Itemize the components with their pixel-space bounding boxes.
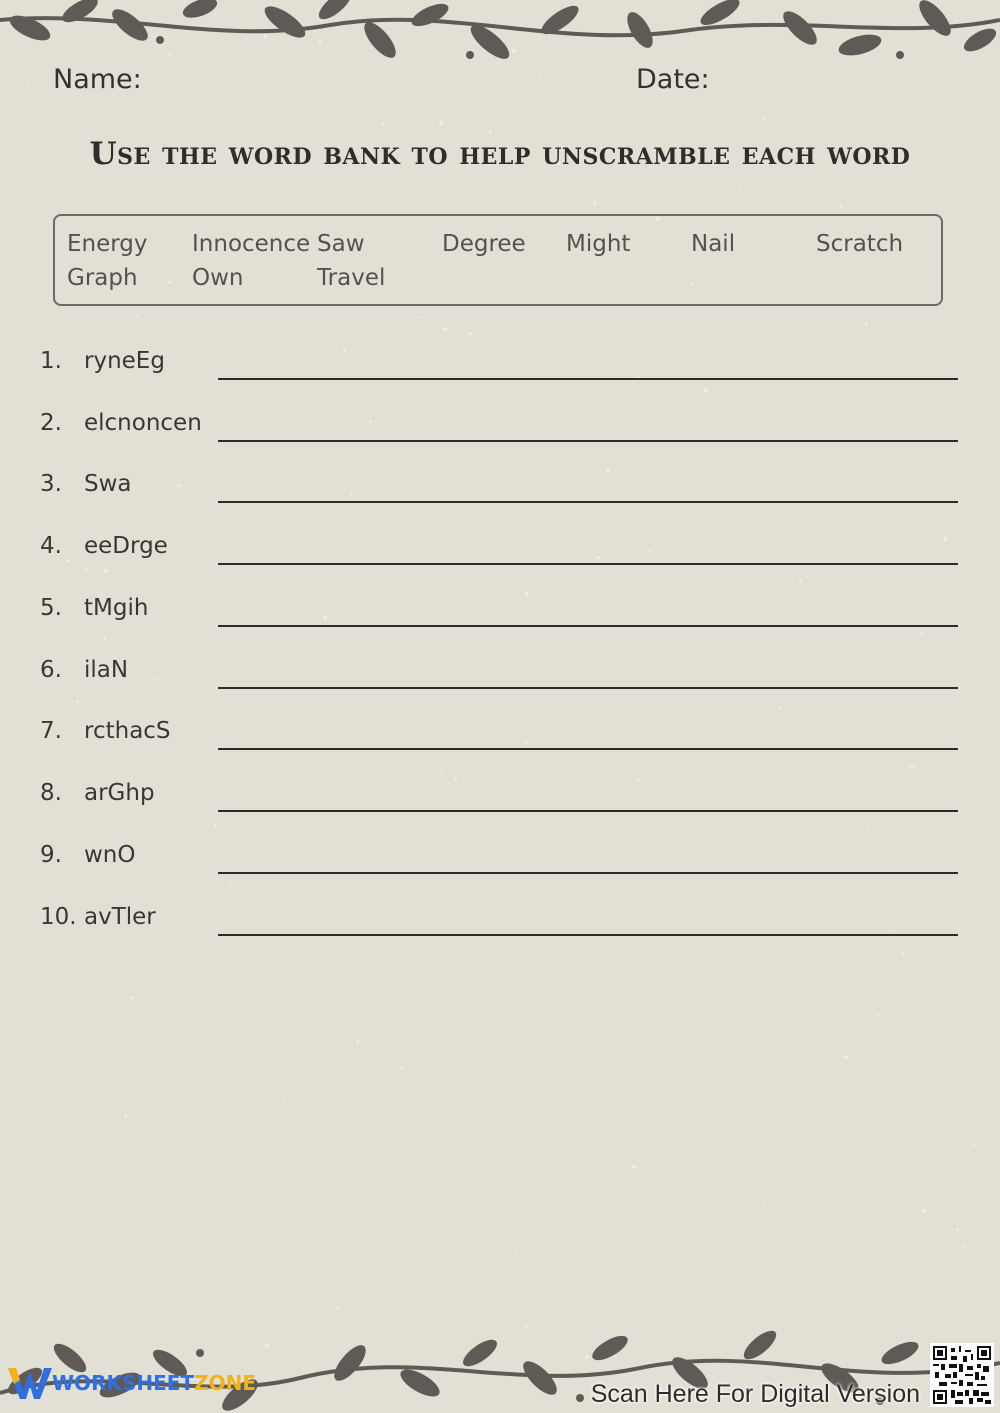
paper-speck (388, 1161, 389, 1162)
paper-speck (920, 632, 923, 635)
scrambled-word: tMgih (84, 595, 149, 621)
paper-speck (612, 88, 614, 90)
paper-speck (3, 1182, 5, 1184)
paper-speck (400, 1066, 403, 1069)
paper-speck (146, 462, 147, 463)
name-label: Name: (53, 64, 142, 95)
paper-speck (439, 121, 443, 125)
paper-speck (376, 1296, 377, 1297)
paper-speck (725, 1196, 726, 1197)
paper-speck (844, 1055, 848, 1059)
paper-speck (231, 1029, 233, 1031)
question-number: 6. (40, 657, 62, 683)
paper-speck (476, 583, 477, 584)
paper-speck (76, 700, 79, 703)
question-number: 5. (40, 595, 62, 621)
paper-speck (295, 1111, 297, 1113)
paper-speck (534, 392, 535, 393)
word-bank-item: Degree (442, 231, 526, 257)
paper-speck (922, 335, 923, 336)
paper-speck (255, 698, 256, 699)
answer-line[interactable] (218, 501, 958, 503)
paper-speck (443, 327, 447, 331)
paper-speck (375, 759, 377, 761)
question-number: 7. (40, 718, 62, 744)
question-row (40, 406, 960, 446)
worksheet-title: Use the word bank to help unscramble each word (89, 136, 911, 172)
question-number: 9. (40, 842, 62, 868)
paper-speck (922, 1209, 926, 1213)
paper-speck (214, 824, 217, 827)
paper-speck (103, 637, 106, 640)
paper-speck (356, 1040, 359, 1043)
scrambled-word: ryneEg (84, 348, 165, 374)
paper-speck (351, 115, 352, 116)
paper-speck (27, 85, 29, 87)
paper-speck (538, 74, 541, 77)
paper-speck (229, 882, 231, 884)
word-bank-item: Own (192, 265, 244, 291)
paper-speck (382, 122, 385, 125)
paper-speck (311, 1148, 313, 1150)
paper-speck (865, 323, 868, 326)
question-row (40, 591, 960, 631)
paper-speck (799, 579, 803, 583)
worksheet-zone-logo[interactable] (8, 1365, 256, 1401)
paper-speck (131, 996, 134, 999)
question-number: 3. (40, 471, 62, 497)
paper-speck (77, 1238, 79, 1240)
question-row (40, 714, 960, 754)
paper-speck (441, 711, 443, 713)
paper-speck (762, 117, 765, 120)
paper-speck (250, 1098, 252, 1100)
scrambled-word: rcthacS (84, 718, 171, 744)
answer-line[interactable] (218, 687, 958, 689)
paper-speck (779, 706, 782, 709)
paper-speck (874, 828, 875, 829)
question-number: 2. (40, 410, 62, 436)
qr-code-icon (933, 1346, 991, 1404)
word-bank-item: Might (566, 231, 631, 257)
word-bank-item: Graph (67, 265, 138, 291)
word-bank-item: Innocence (192, 231, 311, 257)
paper-speck (437, 1178, 439, 1180)
paper-speck (704, 980, 705, 981)
question-number: 10. (40, 904, 77, 930)
top-vine-decoration (0, 0, 1000, 70)
scrambled-word: ilaN (84, 657, 129, 683)
paper-speck (839, 205, 842, 208)
paper-speck (124, 1114, 126, 1116)
paper-speck (135, 315, 138, 318)
paper-speck (104, 569, 108, 573)
paper-speck (739, 185, 741, 187)
paper-speck (468, 332, 472, 336)
answer-line[interactable] (218, 625, 958, 627)
answer-line[interactable] (218, 440, 958, 442)
logo-w-icon (8, 1366, 52, 1400)
paper-speck (910, 766, 913, 769)
word-bank-item: Scratch (816, 231, 904, 257)
answer-line[interactable] (218, 378, 958, 380)
paper-speck (704, 388, 707, 391)
question-row (40, 467, 960, 507)
paper-speck (632, 1165, 636, 1169)
paper-speck (209, 188, 210, 189)
paper-speck (441, 772, 443, 774)
paper-speck (336, 1307, 339, 1310)
paper-speck (489, 131, 492, 134)
scrambled-word: eeDrge (84, 533, 168, 559)
paper-speck (763, 1206, 765, 1208)
paper-speck (495, 987, 497, 989)
paper-speck (29, 844, 31, 846)
answer-line[interactable] (218, 934, 958, 936)
paper-speck (593, 201, 597, 205)
question-row (40, 900, 960, 940)
paper-speck (417, 773, 419, 775)
answer-line[interactable] (218, 748, 958, 750)
question-number: 4. (40, 533, 62, 559)
paper-speck (21, 755, 22, 756)
paper-speck (0, 633, 2, 635)
question-row (40, 838, 960, 878)
scrambled-word: arGhp (84, 780, 155, 806)
question-row (40, 344, 960, 384)
paper-speck (972, 1144, 974, 1146)
answer-line[interactable] (218, 872, 958, 874)
paper-speck (956, 1228, 959, 1231)
paper-speck (902, 952, 904, 954)
question-row (40, 776, 960, 816)
question-row (40, 529, 960, 569)
word-bank-box (53, 214, 943, 306)
brand-name-part1: WORKSHEET (52, 1371, 195, 1395)
scan-instruction: Scan Here For Digital Version (590, 1380, 920, 1408)
scrambled-word: wnO (84, 842, 136, 868)
paper-speck (753, 634, 754, 635)
paper-speck (121, 458, 123, 460)
word-bank-item: Travel (317, 265, 386, 291)
paper-speck (878, 1014, 880, 1016)
paper-speck (351, 451, 353, 453)
brand-name-part2: ZONE (194, 1371, 256, 1395)
date-label: Date: (636, 64, 710, 95)
scrambled-word: avTler (84, 904, 156, 930)
question-number: 8. (40, 780, 62, 806)
paper-speck (358, 823, 359, 824)
qr-code[interactable] (930, 1343, 994, 1407)
paper-speck (392, 964, 394, 966)
paper-speck (417, 316, 419, 318)
paper-speck (868, 825, 870, 827)
scrambled-word: elcnoncen (84, 410, 202, 436)
paper-speck (52, 393, 54, 395)
answer-line[interactable] (218, 563, 958, 565)
question-row (40, 653, 960, 693)
paper-speck (283, 1098, 285, 1100)
question-number: 1. (40, 348, 62, 374)
paper-speck (514, 1251, 516, 1253)
word-bank-item: Saw (317, 231, 365, 257)
word-bank-item: Nail (691, 231, 736, 257)
paper-speck (962, 1245, 964, 1247)
scrambled-word: Swa (84, 471, 132, 497)
paper-speck (485, 644, 486, 645)
answer-line[interactable] (218, 810, 958, 812)
word-bank-item: Energy (67, 231, 148, 257)
